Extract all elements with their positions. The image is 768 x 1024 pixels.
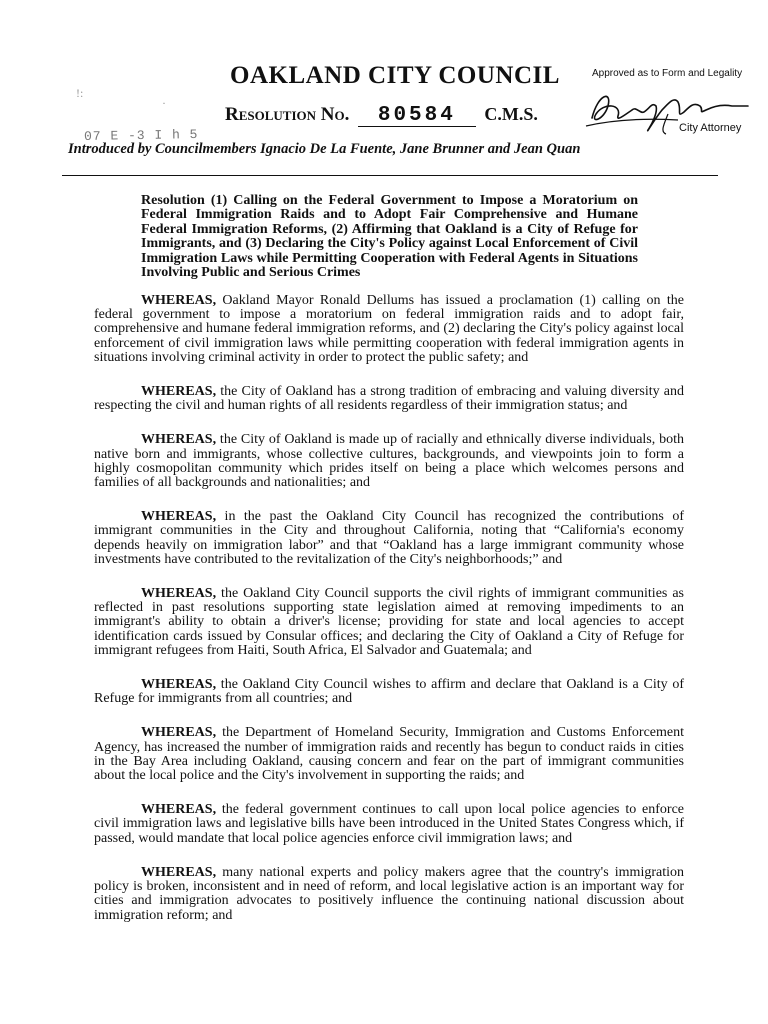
resolution-suffix: C.M.S. [484,104,538,124]
whereas-lead: WHEREAS, [141,293,217,308]
city-attorney-label: City Attorney [679,122,742,134]
whereas-paragraph [94,294,684,365]
whereas-paragraph [94,510,684,567]
paragraph-text: the City of Oakland has a strong tradition of embracing and valuing diversity and respecting the civil and human rights of all residents regardless of their immigration status; and [94,384,684,414]
approval-note: Approved as to Form and Legality [592,68,743,79]
resolution-title: Resolution (1) Calling on the Federal Government to Impose a Moratorium on Federal Immigration Raids and to Adopt Fair Comprehensive and Humane Federal Immigration Reforms, (2) Affirming that Oakland is a City of Refuge for Immigrants, and (3) Declaring the City's Policy against Local Enforcement of Civil Immigration Laws while Permitting Cooperation with Federal Agents in Situations Involving Public and Serious Crimes [141,193,638,281]
resolution-number: 80584 [358,106,476,127]
paragraph-text: the Oakland City Council wishes to affirm and declare that Oakland is a City of Refuge for immigrants from all countries; and [94,677,684,707]
paragraph-text: many national experts and policy makers agree that the country's immigration policy is broken, inconsistent and in need of reform, and local legislative action is an important way for cities and immigration advocates to positively influence the continuing national discussion about immigration reform; and [94,864,684,923]
paragraph-text: the Oakland City Council supports the civil rights of immigrant communities as reflected in past resolutions supporting state legislation aimed at removing impediments to an immigrant's ability to obtain a driver's license; providing for state and local agencies to accept identification cards issued by Consular offices; and declaring the City of Oakland a City of Refuge for immigrant refugees from Haiti, South Africa, El Salvador and Guatemala; and [94,586,684,658]
whereas-paragraph [94,385,684,413]
whereas-paragraph [94,726,684,783]
whereas-paragraph [94,587,684,658]
resolution-label: Resolution No. [225,104,350,125]
whereas-lead: WHEREAS, [141,384,217,400]
resolution-line [225,104,538,127]
paragraph-text: the City of Oakland is made up of racially and ethnically diverse individuals, both native born and immigrants, whose collective cultures, backgrounds, and viewpoints join to form a highly cosmopolitan community which prides itself on being a place which welcomes persons and families of all backgrounds and nationalities; and [94,432,684,491]
whereas-lead: WHEREAS, [141,509,217,525]
council-title: OAKLAND CITY COUNCIL [230,62,560,89]
header-divider [62,175,718,176]
whereas-lead: WHEREAS, [141,725,217,741]
whereas-paragraph [94,433,684,490]
received-stamp: 07 E -3 I h 5 [83,127,199,144]
scan-mark: !: [76,86,84,100]
whereas-lead: WHEREAS, [141,432,217,448]
paragraph-text: Oakland Mayor Ronald Dellums has issued a proclamation (1) calling on the federal government to impose a moratorium on federal immigration raids and to adopt fair, comprehensive and humane federal immigration reforms, and (2) declaring the City's policy against local enforcement of civil immigration laws while permitting cooperation with federal immigration agents in situations involving criminal activity in order to protect the public safety; and [94,293,684,365]
paragraph-text: in the past the Oakland City Council has recognized the contributions of immigrant communities in the City and throughout California, noting that “California's economy depends heavily on immigration labor” and that “Oakland has a large immigrant community whose investments have contributed to the revitalization of the City's neighborhoods;” and [94,509,684,567]
whereas-lead: WHEREAS, [141,677,217,693]
whereas-lead: WHEREAS, [141,586,217,602]
paragraph-text: the Department of Homeland Security, Immigration and Customs Enforcement Agency, has increased the number of immigration raids and recently has begun to conduct raids in cities in the Bay Area including Oakland, causing concern and fear on the part of immigrant communities about the local police and the City's involvement in supporting the raids; and [94,725,684,784]
scan-mark: · [162,96,166,110]
whereas-lead: WHEREAS, [141,802,217,818]
whereas-lead: WHEREAS, [141,864,217,880]
whereas-paragraph [94,803,684,846]
whereas-clauses [94,294,684,943]
introduced-by: Introduced by Councilmembers Ignacio De La Fuente, Jane Brunner and Jean Quan [68,141,581,157]
whereas-paragraph [94,678,684,706]
paragraph-text: the federal government continues to call upon local police agencies to enforce civil immigration laws and legislative bills have been introduced in the United States Congress which, if passed, would mandate that local police agencies enforce civil immigration laws; and [94,802,684,846]
whereas-paragraph [94,866,684,923]
